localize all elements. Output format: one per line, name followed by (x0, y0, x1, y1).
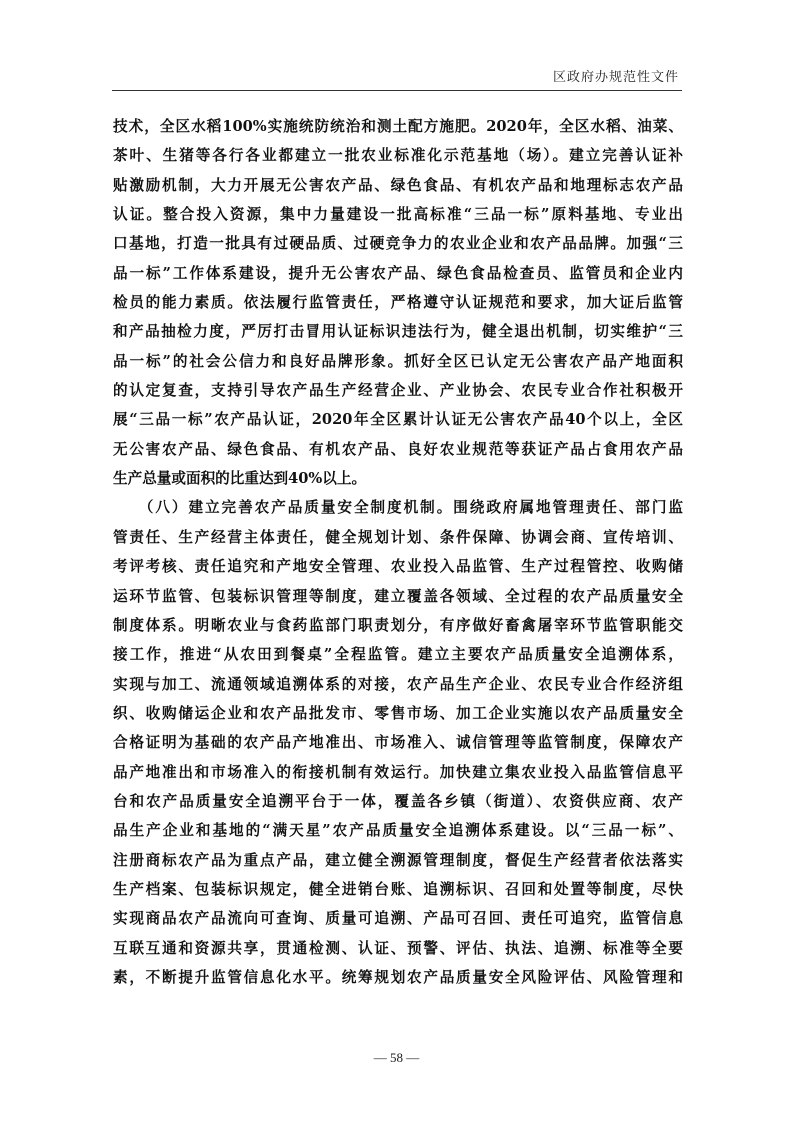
body-line: 互联互通和资源共享，贯通检测、认证、预警、评估、执法、追溯、标准等全要 (113, 939, 683, 957)
body-line: 实现商品农产品流向可查询、质量可追溯、产品可召回、责任可追究，监管信息 (113, 910, 683, 928)
body-line: 认证。整合投入资源，集中力量建设一批高标准“三品一标”原料基地、专业出 (113, 206, 683, 224)
body-line: 检员的能力素质。依法履行监管责任，严格遵守认证规范和要求，加大证后监管 (113, 294, 683, 312)
body-line: 合格证明为基础的农产品产地准出、市场准入、诚信管理等监管制度，保障农产 (113, 734, 683, 752)
body-line: 贴激励机制，大力开展无公害农产品、绿色食品、有机农产品和地理标志农产品 (113, 176, 683, 194)
body-line: 技术，全区水稻100%实施统防统治和测土配方施肥。2020年，全区水稻、油菜、 (113, 118, 683, 135)
body-line: 运环节监管、包装标识管理等制度，建立覆盖各领域、全过程的农产品质量安全 (113, 587, 683, 605)
body-line: 考评考核、责任追究和产地安全管理、农业投入品监管、生产过程管控、收购储 (113, 558, 683, 576)
body-line: 素，不断提升监管信息化水平。统筹规划农产品质量安全风险评估、风险管理和 (113, 968, 683, 986)
document-body (113, 112, 683, 992)
body-line: 口基地，打造一批具有过硬品质、过硬竞争力的农业企业和农产品品牌。加强“三 (113, 235, 683, 253)
body-line: 管责任、生产经营主体责任，健全规划计划、条件保障、协调会商、宣传培训、 (113, 528, 683, 546)
body-line: 品产地准出和市场准入的衔接机制有效运行。加快建立集农业投入品监管信息平 (113, 763, 683, 781)
body-line: 品一标”的社会公信力和良好品牌形象。抓好全区已认定无公害农产品产地面积 (113, 352, 683, 370)
body-line: 和产品抽检力度，严厉打击冒用认证标识违法行为，健全退出机制，切实维护“三 (113, 323, 683, 341)
body-line: 制度体系。明晰农业与食药监部门职责划分，有序做好畜禽屠宰环节监管职能交 (113, 616, 683, 634)
body-line: 生产档案、包装标识规定，健全进销台账、追溯标识、召回和处置等制度，尽快 (113, 880, 683, 898)
body-line: 品生产企业和基地的“满天星”农产品质量安全追溯体系建设。以“三品一标”、 (113, 822, 683, 840)
section-8-first-line: （八）建立完善农产品质量安全制度机制。围绕政府属地管理责任、部门监 (113, 499, 683, 517)
body-line: 台和农产品质量安全追溯平台于一体，覆盖各乡镇（街道）、农资供应商、农产 (113, 792, 683, 810)
body-line: 接工作，推进“从农田到餐桌”全程监管。建立主要农产品质量安全追溯体系， (113, 646, 683, 664)
body-line: 品一标”工作体系建设，提升无公害农产品、绿色食品检查员、监管员和企业内 (113, 264, 683, 282)
body-line: 注册商标农产品为重点产品，建立健全溯源管理制度，督促生产经营者依法落实 (113, 851, 683, 869)
body-line: 展“三品一标”农产品认证，2020年全区累计认证无公害农产品40个以上，全区 (113, 411, 683, 429)
document-category-header: 区政府办规范性文件 (552, 70, 679, 85)
body-line: 织、收购储运企业和农产品批发市、零售市场、加工企业实施以农产品质量安全 (113, 704, 683, 722)
body-line: 茶叶、生猪等各行各业都建立一批农业标准化示范基地（场）。建立完善认证补 (113, 147, 683, 165)
body-line: 的认定复查，支持引导农产品生产经营企业、产业协会、农民专业合作社积极开 (113, 382, 683, 400)
paragraph-end-line: 生产总量或面积的比重达到40%以上。 (113, 470, 367, 488)
body-line: 实现与加工、流通领域追溯体系的对接，农产品生产企业、农民专业合作经济组 (113, 675, 683, 693)
body-line: 无公害农产品、绿色食品、有机农产品、良好农业规范等获证产品占食用农产品 (113, 440, 683, 458)
page-number: — 58 — (373, 1050, 420, 1065)
header-divider (112, 90, 682, 91)
